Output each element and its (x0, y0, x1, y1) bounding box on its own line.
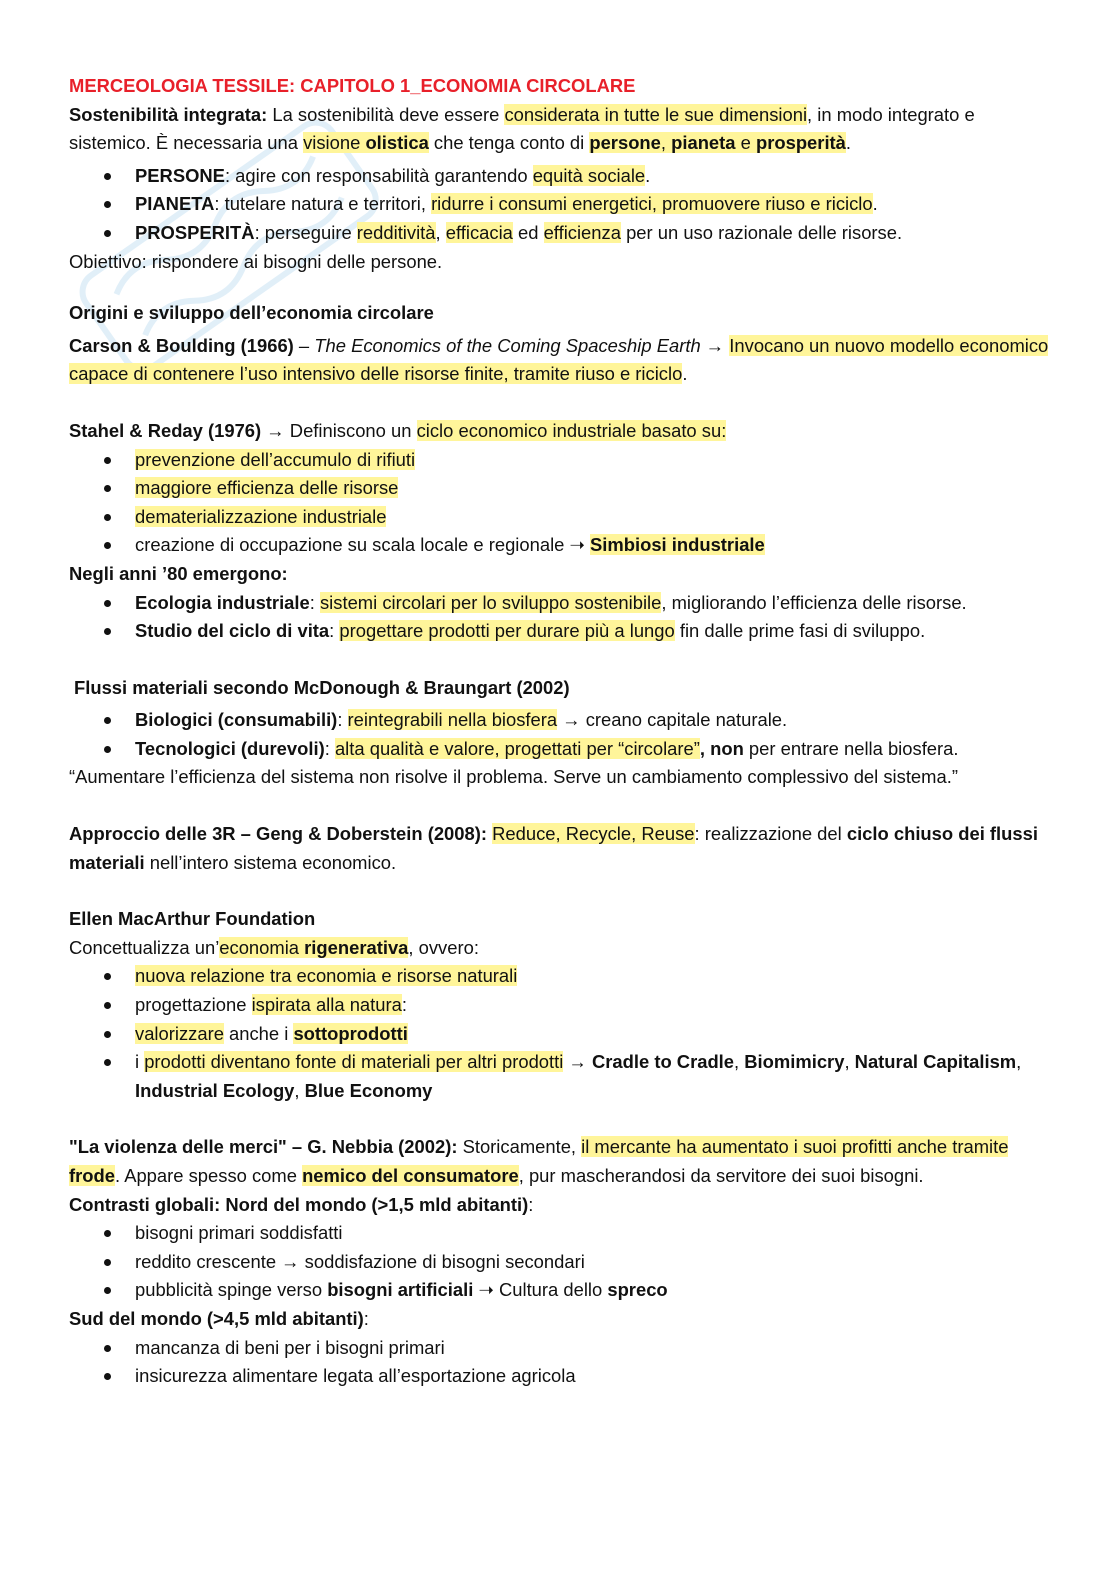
text: La sostenibilità deve essere (267, 103, 505, 125)
text: il mercante ha aumentato i suoi profitti anche tramite (581, 1136, 1009, 1158)
list-item (69, 1048, 1054, 1105)
highlight: efficacia (445, 221, 513, 243)
highlight: Reduce, Recycle, Reuse (492, 823, 695, 845)
document-page (69, 72, 1054, 1391)
text: progettazione (135, 994, 252, 1016)
paragraph-carson (69, 332, 1054, 389)
text: . (682, 363, 688, 385)
highlight: prodotti diventano fonte di materiali per altri prodotti (144, 1051, 564, 1073)
paragraph-stahel (69, 417, 1054, 446)
list-item (69, 474, 1054, 503)
highlight: equità sociale (532, 164, 646, 186)
paragraph-sostenibilita (69, 101, 1054, 158)
highlight: valorizzare (135, 1022, 224, 1044)
bold-text: spreco (607, 1279, 668, 1301)
list-item-ecologia (69, 589, 1054, 618)
text: per un uso razionale delle risorse. (620, 221, 903, 243)
text: , (734, 1051, 745, 1073)
bold-text: Biologici (consumabili) (135, 709, 338, 731)
text: : (363, 1307, 369, 1329)
highlight: Invocano un nuovo modello economico capace di contenere l’uso intensivo delle risorse finite, tramite riuso e riciclo (69, 334, 1049, 385)
list-item (69, 1020, 1054, 1049)
highlight (589, 132, 846, 153)
text: . (845, 132, 852, 154)
list-item: reddito crescente → soddisfazione di bisogni secondari (69, 1248, 1054, 1277)
text: : perseguire (254, 221, 357, 243)
list-item (69, 1276, 1054, 1305)
highlight: ispirata alla natura (251, 994, 402, 1016)
bold-text: ciclo chiuso dei flussi materiali (69, 823, 1038, 873)
text: → creano capitale naturale. (557, 709, 788, 731)
list-item-prosperita (69, 219, 1054, 248)
bold-text: "La violenza delle merci" – G. Nebbia (2002): (69, 1136, 458, 1158)
text: , (660, 132, 672, 154)
text: : (401, 994, 407, 1016)
list-item-tecnologici (69, 735, 1054, 764)
list-item-biologici (69, 706, 1054, 735)
text: : tutelare natura e territori, (214, 193, 432, 215)
paragraph-3r (69, 820, 1054, 877)
text: , (435, 221, 446, 243)
text: → (700, 334, 730, 356)
text: , migliorando l’efficienza delle risorse. (661, 591, 967, 613)
text: anche i (223, 1022, 294, 1044)
list-nord (69, 1219, 1054, 1305)
bold-text: Contrasti globali: Nord del mondo (>1,5 mld abitanti) (69, 1193, 529, 1215)
highlight: ridurre i consumi energetici, promuovere riuso e riciclo (431, 193, 873, 215)
bold-text: Biomimicry (744, 1051, 845, 1073)
highlight: Simbiosi industriale (590, 534, 765, 556)
list-item (69, 962, 1054, 991)
text: . Appare spesso come (114, 1165, 303, 1186)
heading-sud (69, 1305, 1054, 1334)
highlight: nuova relazione tra economia e risorse naturali (135, 965, 518, 987)
text: : (329, 620, 340, 642)
bold-text: PERSONE (135, 164, 225, 186)
list-item-persone (69, 162, 1054, 191)
paragraph-nebbia (69, 1133, 1054, 1190)
highlight (219, 937, 408, 958)
bold-text: Natural Capitalism (854, 1051, 1017, 1073)
bold-text: Cradle to Cradle (591, 1051, 735, 1073)
text: : (324, 737, 335, 759)
highlight: maggiore efficienza delle risorse (135, 477, 399, 499)
page-title: MERCEOLOGIA TESSILE: CAPITOLO 1_ECONOMIA CIRCOLARE (69, 75, 636, 96)
heading-flussi: Flussi materiali secondo McDonough & Braungart (2002) (74, 676, 570, 698)
text: , (844, 1051, 855, 1073)
list-item: bisogni primari soddisfatti (69, 1219, 1054, 1248)
highlight: progettare prodotti per durare più a lungo (339, 620, 675, 642)
list-flussi (69, 706, 1054, 763)
bold-text: Sud del mondo (>4,5 mld abitanti) (69, 1307, 364, 1329)
bold-text: prosperità (755, 132, 846, 154)
list-sud (69, 1334, 1054, 1391)
highlight: dematerializzazione industriale (135, 505, 387, 527)
text: creazione di occupazione su scala locale e regionale ➝ (135, 534, 591, 556)
bold-text: Carson & Boulding (1966) (69, 334, 294, 356)
highlight: considerata in tutte le sue dimensioni (504, 103, 808, 125)
text: , (1016, 1051, 1022, 1073)
bold-text: Stahel & Reday (1976) (69, 419, 262, 441)
text: : agire con responsabilità garantendo (224, 164, 533, 186)
list-item (69, 446, 1054, 475)
highlight: alta qualità e valore, progettati per “circolare” (334, 737, 700, 759)
paragraph-ellen (69, 934, 1054, 963)
highlight: redditività (356, 221, 436, 243)
bold-text: , non (699, 737, 744, 759)
heading-anni-80: Negli anni ’80 emergono: (69, 562, 288, 584)
goal-text: Obiettivo: rispondere ai bisogni delle persone. (69, 250, 443, 272)
text: : realizzazione del (694, 823, 847, 845)
text: : (309, 591, 320, 613)
heading-origini: Origini e sviluppo dell’economia circolare (69, 302, 434, 324)
list-sostenibilita (69, 162, 1054, 248)
bold-text: Tecnologici (durevoli) (135, 737, 325, 759)
text: che tenga conto di (428, 132, 590, 154)
label-sostenibilita: Sostenibilità integrata: (69, 103, 268, 125)
bold-text: pianeta (671, 132, 736, 154)
text: , (294, 1079, 305, 1101)
text: , in modo integrato e sistemico. È necessaria una (69, 103, 975, 154)
bold-text: bisogni artificiali (327, 1279, 474, 1301)
bold-text: rigenerativa (304, 936, 409, 958)
text: ➝ Cultura dello (473, 1279, 608, 1301)
bold-text: PROSPERITÀ (135, 221, 255, 243)
highlight: sottoprodotti (293, 1022, 408, 1044)
highlight: reintegrabili nella biosfera (347, 709, 558, 731)
bold-text: Blue Economy (304, 1079, 433, 1101)
heading-nord (69, 1191, 1054, 1220)
text: pubblicità spinge verso (135, 1279, 328, 1301)
heading-ellen-macarthur: Ellen MacArthur Foundation (69, 908, 316, 930)
list-item (69, 503, 1054, 532)
highlight: ciclo economico industriale basato su: (416, 419, 727, 441)
text: economia (219, 936, 305, 958)
highlight: nemico del consumatore (302, 1165, 519, 1186)
text: . (872, 193, 878, 215)
list-item: mancanza di beni per i bisogni primari (69, 1334, 1054, 1363)
text: → Definiscono un (261, 419, 417, 441)
list-ellen (69, 962, 1054, 1105)
text: , ovvero: (408, 936, 479, 958)
bold-text: PIANETA (135, 193, 215, 215)
list-item (69, 531, 1054, 560)
bold-text: olistica (365, 132, 429, 154)
text: : (337, 709, 348, 731)
highlight: sistemi circolari per lo sviluppo sostenibile (319, 591, 662, 613)
text: visione (303, 132, 366, 154)
text: → (563, 1051, 592, 1073)
text: , pur mascherandosi da servitore dei suoi bisogni. (518, 1165, 924, 1186)
text: Concettualizza un’ (69, 936, 220, 958)
bold-text: Ecologia industriale (135, 591, 310, 613)
bold-text: Studio del ciclo di vita (135, 620, 330, 642)
text: – (293, 334, 315, 356)
list-anni-80 (69, 589, 1054, 646)
book-title: The Economics of the Coming Spaceship Earth (314, 334, 701, 356)
text: fin dalle prime fasi di sviluppo. (674, 620, 926, 642)
list-stahel (69, 446, 1054, 560)
list-item (69, 991, 1054, 1020)
list-item-ciclo-vita (69, 617, 1054, 646)
text: . (645, 164, 651, 186)
highlight: efficienza (543, 221, 621, 243)
text: e (735, 132, 756, 154)
quote-text: “Aumentare l’efficienza del sistema non risolve il problema. Serve un cambiamento complessivo del sistema.” (69, 766, 958, 788)
text: per entrare nella biosfera. (743, 737, 959, 759)
list-item: insicurezza alimentare legata all’esportazione agricola (69, 1362, 1054, 1391)
list-item-pianeta (69, 190, 1054, 219)
bold-text: frode (69, 1165, 115, 1186)
bold-text: Industrial Ecology (135, 1079, 295, 1101)
text: nell’intero sistema economico. (144, 851, 397, 873)
text: ed (512, 221, 544, 243)
highlight: prevenzione dell’accumulo di rifiuti (135, 448, 416, 470)
text: i (135, 1051, 145, 1073)
bold-text: persone (589, 132, 661, 154)
highlight (303, 132, 429, 153)
text: : (528, 1193, 534, 1215)
bold-text: Approccio delle 3R – Geng & Doberstein (2008): (69, 823, 487, 845)
text: Storicamente, (457, 1136, 582, 1158)
